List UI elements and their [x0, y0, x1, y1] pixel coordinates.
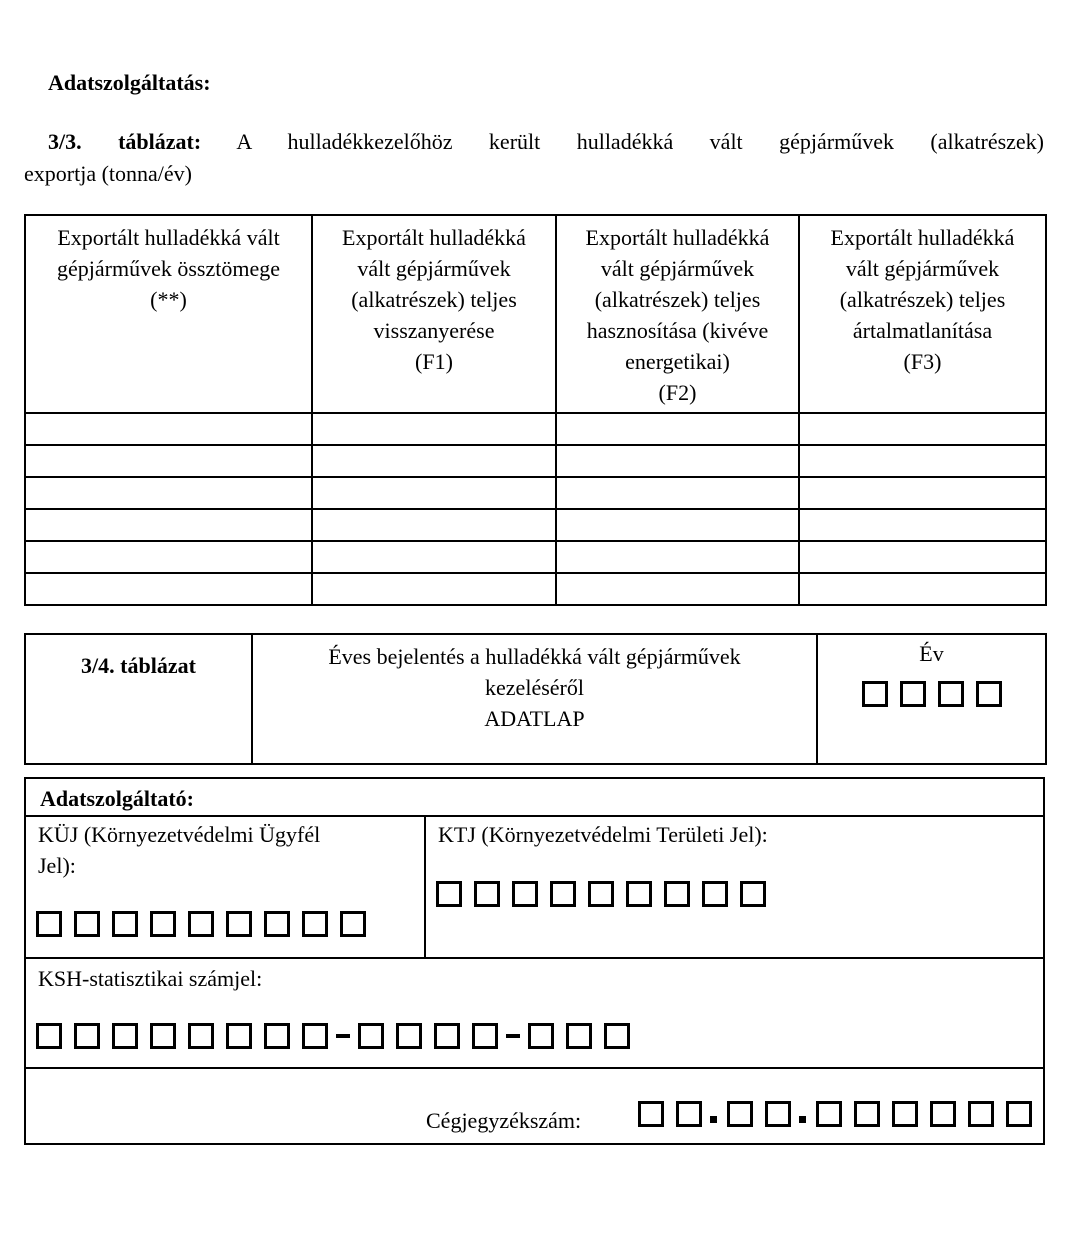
ksh-digit-box[interactable]: [264, 1023, 290, 1049]
company-reg-digit-box[interactable]: [638, 1101, 664, 1127]
export-header-f3: [799, 215, 1046, 413]
kuj-boxes: [36, 911, 378, 937]
header-line: Exportált hulladékká vált: [57, 225, 280, 250]
table-cell[interactable]: [799, 509, 1046, 541]
company-reg-label: Cégjegyzékszám:: [426, 1108, 582, 1133]
table-row: [25, 413, 1046, 445]
header-line: (F1): [415, 349, 453, 374]
header-line: Exportált hulladékká: [342, 225, 526, 250]
table-33-description-cont: exportja (tonna/év): [24, 161, 192, 186]
ksh-digit-box[interactable]: [36, 1023, 62, 1049]
data-provider-section: [24, 777, 1045, 1145]
ktj-label: KTJ (Környezetvédelmi Területi Jel):: [438, 822, 768, 847]
header-line: (F3): [903, 349, 942, 374]
year-digit-box[interactable]: [976, 681, 1002, 707]
kuj-digit-box[interactable]: [302, 911, 328, 937]
datasheet-label: ADATLAP: [484, 706, 585, 731]
export-header-f2: [556, 215, 799, 413]
table-cell[interactable]: [799, 413, 1046, 445]
export-table-header-row: [25, 215, 1046, 413]
section-heading: Adatszolgáltatás:: [48, 70, 211, 95]
table-cell[interactable]: [556, 477, 799, 509]
table-row: [25, 477, 1046, 509]
table-cell[interactable]: [556, 541, 799, 573]
ksh-digit-box[interactable]: [472, 1023, 498, 1049]
ksh-digit-box[interactable]: [396, 1023, 422, 1049]
year-digit-box[interactable]: [900, 681, 926, 707]
table-33-description: A hulladékkezelőhöz került hulladékká vált gépjárművek (alkatrészek): [236, 129, 1045, 154]
header-line: hasznosítása (kivéve: [586, 318, 769, 343]
export-header-f1: [312, 215, 556, 413]
annual-report-title-line: kezeléséről: [485, 675, 584, 700]
table-cell[interactable]: [799, 573, 1046, 605]
company-reg-boxes: [638, 1101, 1044, 1127]
company-reg-digit-box[interactable]: [676, 1101, 702, 1127]
ksh-digit-box[interactable]: [112, 1023, 138, 1049]
ksh-digit-box[interactable]: [188, 1023, 214, 1049]
ksh-digit-box[interactable]: [604, 1023, 630, 1049]
company-reg-digit-box[interactable]: [930, 1101, 956, 1127]
kuj-digit-box[interactable]: [264, 911, 290, 937]
ktj-digit-box[interactable]: [740, 881, 766, 907]
ktj-digit-box[interactable]: [512, 881, 538, 907]
divider: [26, 1067, 1043, 1069]
year-cell: [817, 634, 1046, 764]
header-line: (alkatrészek) teljes: [351, 287, 517, 312]
table-cell[interactable]: [799, 541, 1046, 573]
table-cell[interactable]: [25, 509, 312, 541]
ksh-digit-box[interactable]: [566, 1023, 592, 1049]
kuj-digit-box[interactable]: [36, 911, 62, 937]
header-line: ártalmatlanítása: [852, 318, 993, 343]
table-cell[interactable]: [312, 541, 556, 573]
table-33-label: 3/3. táblázat:: [48, 129, 202, 154]
kuj-label: [38, 819, 320, 881]
header-line: (alkatrészek) teljes: [839, 287, 1006, 312]
company-reg-digit-box[interactable]: [892, 1101, 918, 1127]
header-line: (alkatrészek) teljes: [594, 287, 761, 312]
ksh-digit-box[interactable]: [74, 1023, 100, 1049]
ksh-separator-dash: [336, 1034, 350, 1038]
kuj-digit-box[interactable]: [150, 911, 176, 937]
provider-title: Adatszolgáltató:: [40, 786, 194, 811]
header-line: Exportált hulladékká: [830, 225, 1015, 250]
header-line: energetikai): [625, 349, 730, 374]
ksh-digit-box[interactable]: [150, 1023, 176, 1049]
ktj-digit-box[interactable]: [436, 881, 462, 907]
table-cell[interactable]: [25, 413, 312, 445]
company-reg-separator-dot: [799, 1116, 806, 1123]
ksh-digit-box[interactable]: [528, 1023, 554, 1049]
annual-report-header-table: [24, 633, 1047, 765]
ksh-separator-dash: [506, 1034, 520, 1038]
year-digit-box[interactable]: [862, 681, 888, 707]
table-cell[interactable]: [312, 509, 556, 541]
ktj-digit-box[interactable]: [474, 881, 500, 907]
kuj-label-line: Jel):: [38, 853, 76, 878]
divider: [26, 815, 1043, 817]
year-label: Év: [919, 641, 944, 666]
table-cell[interactable]: [312, 413, 556, 445]
company-reg-separator-dot: [710, 1116, 717, 1123]
kuj-digit-box[interactable]: [112, 911, 138, 937]
table-cell[interactable]: [25, 445, 312, 477]
year-boxes: [830, 679, 1045, 707]
annual-report-title: [252, 634, 817, 764]
company-reg-digit-box[interactable]: [1006, 1101, 1032, 1127]
table-cell[interactable]: [25, 573, 312, 605]
kuj-digit-box[interactable]: [188, 911, 214, 937]
ktj-digit-box[interactable]: [664, 881, 690, 907]
kuj-digit-box[interactable]: [74, 911, 100, 937]
table-cell[interactable]: [312, 445, 556, 477]
table-33-intro: [24, 126, 1044, 190]
export-table: [24, 214, 1047, 606]
header-line: vált gépjárművek: [600, 256, 755, 281]
ktj-digit-box[interactable]: [626, 881, 652, 907]
ktj-digit-box[interactable]: [550, 881, 576, 907]
table-cell[interactable]: [799, 445, 1046, 477]
ktj-boxes: [436, 881, 778, 907]
ksh-digit-box[interactable]: [302, 1023, 328, 1049]
ktj-digit-box[interactable]: [702, 881, 728, 907]
kuj-digit-box[interactable]: [340, 911, 366, 937]
company-reg-digit-box[interactable]: [968, 1101, 994, 1127]
table-row: [25, 509, 1046, 541]
header-line: gépjárművek össztömege: [57, 256, 280, 281]
divider: [26, 957, 1043, 959]
header-line: visszanyerése: [373, 318, 495, 343]
header-line: (**): [150, 287, 187, 312]
table-row: [25, 541, 1046, 573]
table-cell[interactable]: [556, 573, 799, 605]
table-row: [25, 445, 1046, 477]
ksh-boxes: [36, 1023, 642, 1049]
header-line: vált gépjárművek: [357, 256, 511, 281]
ktj-digit-box[interactable]: [588, 881, 614, 907]
table-cell[interactable]: [25, 477, 312, 509]
ksh-label: KSH-statisztikai számjel:: [38, 966, 263, 991]
kuj-digit-box[interactable]: [226, 911, 252, 937]
ksh-digit-box[interactable]: [434, 1023, 460, 1049]
company-reg-digit-box[interactable]: [854, 1101, 880, 1127]
divider: [424, 815, 426, 957]
export-header-total-mass: [25, 215, 312, 413]
header-line: Exportált hulladékká: [585, 225, 770, 250]
company-reg-digit-box[interactable]: [816, 1101, 842, 1127]
kuj-label-line: KÜJ (Környezetvédelmi Ügyfél: [38, 822, 321, 847]
table-cell[interactable]: [312, 477, 556, 509]
table-cell[interactable]: [556, 445, 799, 477]
ksh-digit-box[interactable]: [226, 1023, 252, 1049]
company-reg-digit-box[interactable]: [765, 1101, 791, 1127]
table-cell[interactable]: [556, 413, 799, 445]
annual-report-title-line: Éves bejelentés a hulladékká vált gépjárművek: [328, 644, 741, 669]
year-digit-box[interactable]: [938, 681, 964, 707]
header-line: (F2): [658, 380, 697, 405]
table-cell[interactable]: [312, 573, 556, 605]
table-cell[interactable]: [799, 477, 1046, 509]
ksh-digit-box[interactable]: [358, 1023, 384, 1049]
table-cell[interactable]: [556, 509, 799, 541]
table-cell[interactable]: [25, 541, 312, 573]
table-34-label: 3/4. táblázat: [25, 634, 252, 764]
table-row: [25, 573, 1046, 605]
header-line: vált gépjárművek: [845, 256, 1000, 281]
company-reg-digit-box[interactable]: [727, 1101, 753, 1127]
